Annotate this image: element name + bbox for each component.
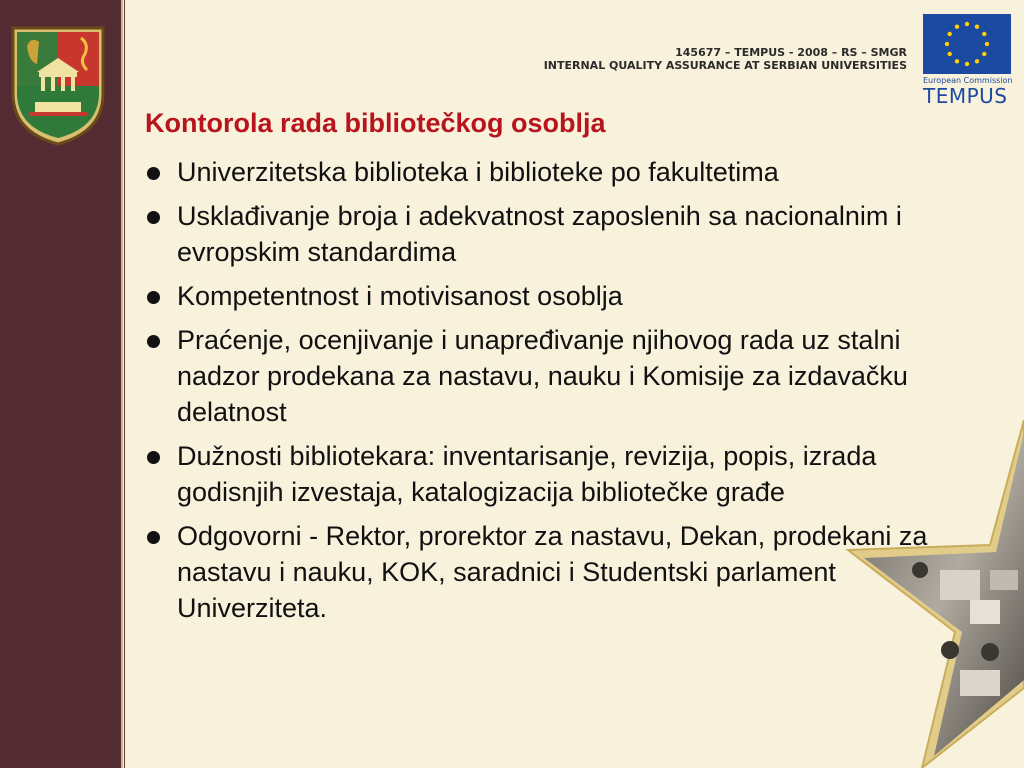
eu-caption: European Commission xyxy=(923,76,1013,85)
eu-tempus-logo xyxy=(923,14,1011,108)
bullet-dot-icon xyxy=(147,531,160,544)
bullet-text: Odgovorni - Rektor, prorektor za nastavu, Dekan, prodekani za nastavu i nauku, KOK, saradnici i Studentski parlament Univerziteta. xyxy=(177,521,928,623)
bullet-dot-icon xyxy=(147,451,160,464)
sidebar-divider-line xyxy=(121,0,123,768)
bullet-text: Kompetentnost i motivisanost osoblja xyxy=(177,281,623,311)
bullet-text: Praćenje, ocenjivanje i unapređivanje njihovog rada uz stalni nadzor prodekana za nastavu, nauku i Komisije za izdavačku delatnost xyxy=(177,325,908,427)
project-title: INTERNAL QUALITY ASSURANCE AT SERBIAN UNIVERSITIES xyxy=(543,59,907,72)
bullet-text: Univerzitetska biblioteka i biblioteke po fakultetima xyxy=(177,157,779,187)
bullet-text: Dužnosti bibliotekara: inventarisanje, revizija, popis, izrada godisnjih izvestaja, katalogizacija bibliotečke građe xyxy=(177,441,877,507)
sidebar-divider-line-inner xyxy=(124,0,125,768)
university-crest-icon xyxy=(9,24,107,148)
bullet-item xyxy=(145,322,965,430)
bullet-dot-icon xyxy=(147,335,160,348)
eu-flag-icon xyxy=(923,14,1011,74)
bullet-dot-icon xyxy=(147,167,160,180)
bullet-dot-icon xyxy=(147,211,160,224)
bullet-item xyxy=(145,198,965,270)
bullet-text: Usklađivanje broja i adekvatnost zaposlenih sa nacionalnim i evropskim standardima xyxy=(177,201,902,267)
bullet-item xyxy=(145,278,965,314)
tempus-wordmark: TEMPUS xyxy=(923,84,1008,108)
slide-title: Kontorola rada bibliotečkog osoblja xyxy=(145,108,606,138)
bullet-item xyxy=(145,518,965,626)
project-header xyxy=(544,46,907,72)
bullet-dot-icon xyxy=(147,291,160,304)
bullet-item xyxy=(145,154,965,190)
bullet-item xyxy=(145,438,965,510)
bullet-list xyxy=(145,154,965,634)
project-code: 145677 – TEMPUS - 2008 – RS – SMGR xyxy=(675,46,907,59)
